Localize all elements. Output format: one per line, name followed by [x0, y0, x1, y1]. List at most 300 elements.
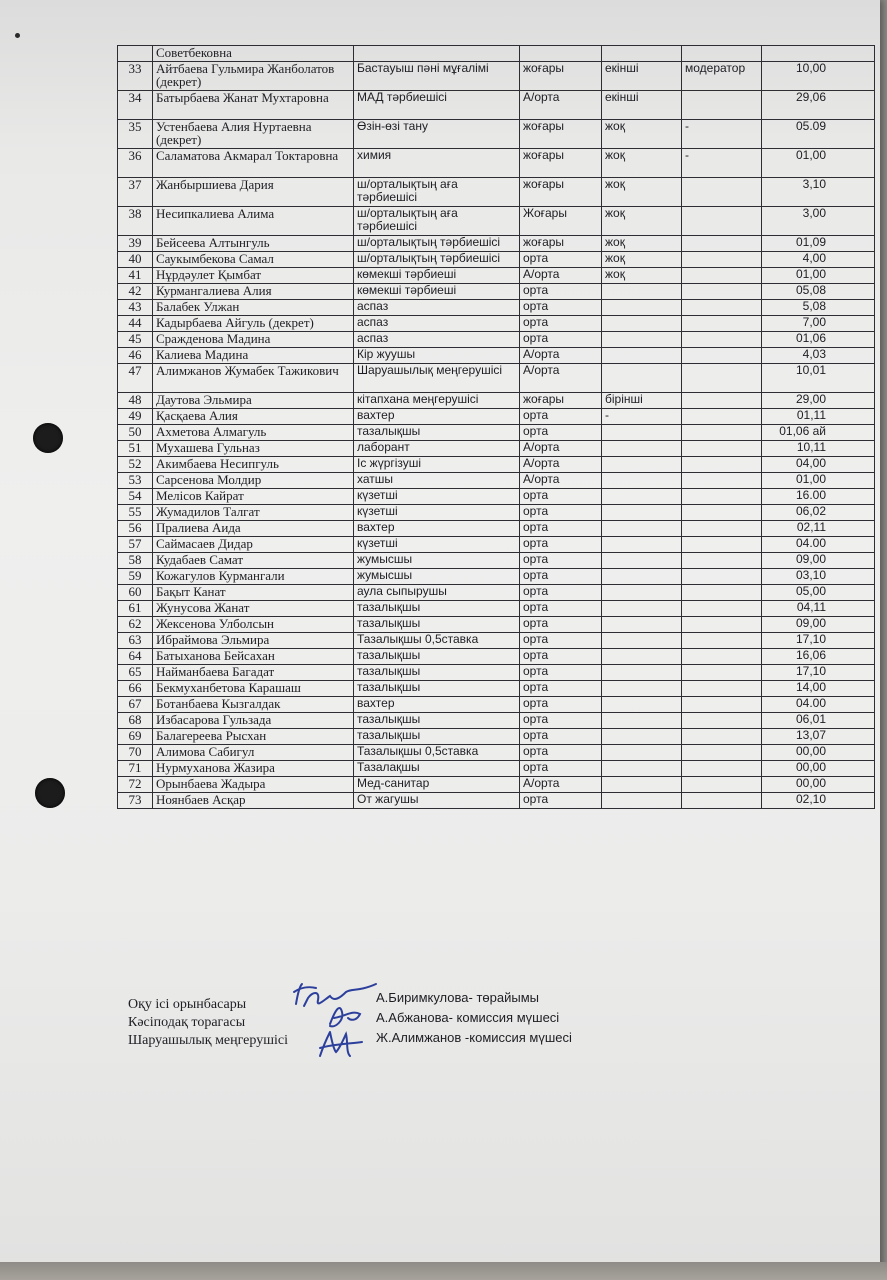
table-row: [118, 441, 875, 457]
cell-number: 43: [118, 300, 153, 316]
table-row: [118, 348, 875, 364]
cell-number: 39: [118, 236, 153, 252]
cell-experience: 7,00: [762, 316, 875, 332]
cell-name: Батырбаева Жанат Мухтаровна: [153, 91, 354, 120]
cell-category: [602, 441, 682, 457]
cell-education: орта: [520, 649, 602, 665]
cell-education: жоғары: [520, 62, 602, 91]
punch-hole-lower: [35, 778, 65, 808]
cell-experience: 3,00: [762, 207, 875, 236]
cell-experience: 14,00: [762, 681, 875, 697]
cell-position: тазалықшы: [354, 729, 520, 745]
cell-name: Пралиева Аида: [153, 521, 354, 537]
cell-position: аула сыпырушы: [354, 585, 520, 601]
cell-name: Саймасаев Дидар: [153, 537, 354, 553]
cell-experience: 00,00: [762, 761, 875, 777]
cell-position: Тазалықшы 0,5ставка: [354, 745, 520, 761]
cell-qualification: [682, 713, 762, 729]
cell-category: жоқ: [602, 120, 682, 149]
cell-education: орта: [520, 681, 602, 697]
cell-category: [602, 332, 682, 348]
cell-number: 55: [118, 505, 153, 521]
table-row: [118, 521, 875, 537]
cell-experience: [762, 46, 875, 62]
cell-education: орта: [520, 537, 602, 553]
role-union-chair: Кәсіподақ торагасы: [128, 1015, 246, 1030]
table-row: [118, 649, 875, 665]
cell-education: орта: [520, 553, 602, 569]
cell-qualification: [682, 569, 762, 585]
cell-experience: 05,08: [762, 284, 875, 300]
cell-number: 49: [118, 409, 153, 425]
cell-experience: 05.09: [762, 120, 875, 149]
cell-name: Ноянбаев Асқар: [153, 793, 354, 809]
cell-qualification: [682, 91, 762, 120]
cell-qualification: [682, 521, 762, 537]
cell-experience: 04.00: [762, 537, 875, 553]
cell-category: екінші: [602, 62, 682, 91]
cell-education: орта: [520, 793, 602, 809]
cell-education: орта: [520, 729, 602, 745]
cell-name: Бекмуханбетова Карашаш: [153, 681, 354, 697]
cell-number: 48: [118, 393, 153, 409]
cell-number: 56: [118, 521, 153, 537]
cell-number: 54: [118, 489, 153, 505]
cell-education: орта: [520, 505, 602, 521]
table-row: [118, 425, 875, 441]
cell-position: вахтер: [354, 521, 520, 537]
cell-education: орта: [520, 489, 602, 505]
cell-experience: 01,00: [762, 268, 875, 284]
cell-position: тазалықшы: [354, 665, 520, 681]
cell-category: [602, 761, 682, 777]
cell-qualification: [682, 505, 762, 521]
cell-number: 53: [118, 473, 153, 489]
cell-experience: 01,00: [762, 473, 875, 489]
table-row: [118, 537, 875, 553]
cell-number: 66: [118, 681, 153, 697]
cell-name: Устенбаева Алия Нуртаевна (декрет): [153, 120, 354, 149]
punch-hole-upper: [33, 423, 63, 453]
cell-education: А/орта: [520, 441, 602, 457]
cell-experience: 13,07: [762, 729, 875, 745]
cell-experience: 02,11: [762, 521, 875, 537]
cell-number: 70: [118, 745, 153, 761]
cell-education: орта: [520, 633, 602, 649]
staff-table-body: [118, 46, 875, 809]
cell-experience: 17,10: [762, 665, 875, 681]
cell-category: жоқ: [602, 207, 682, 236]
cell-number: 36: [118, 149, 153, 178]
table-row: [118, 284, 875, 300]
cell-number: 42: [118, 284, 153, 300]
cell-name: Кудабаев Самат: [153, 553, 354, 569]
cell-education: орта: [520, 617, 602, 633]
cell-category: [602, 473, 682, 489]
cell-number: 72: [118, 777, 153, 793]
cell-name: Кадырбаева Айгуль (декрет): [153, 316, 354, 332]
cell-number: 68: [118, 713, 153, 729]
signatory-roles: [128, 996, 288, 1050]
table-row: [118, 777, 875, 793]
table-row: [118, 120, 875, 149]
cell-number: 51: [118, 441, 153, 457]
cell-position: тазалықшы: [354, 601, 520, 617]
cell-category: [602, 697, 682, 713]
cell-name: Бақыт Канат: [153, 585, 354, 601]
table-row: [118, 505, 875, 521]
cell-position: аспаз: [354, 332, 520, 348]
table-row: [118, 569, 875, 585]
cell-category: [602, 537, 682, 553]
cell-name: Советбековна: [153, 46, 354, 62]
cell-qualification: [682, 665, 762, 681]
cell-name: Нұрдәулет Қымбат: [153, 268, 354, 284]
cell-category: жоқ: [602, 236, 682, 252]
cell-position: Тазалақшы: [354, 761, 520, 777]
cell-name: Жексенова Улболсын: [153, 617, 354, 633]
cell-number: 38: [118, 207, 153, 236]
cell-education: А/орта: [520, 473, 602, 489]
cell-number: 45: [118, 332, 153, 348]
cell-name: Жунусова Жанат: [153, 601, 354, 617]
cell-position: вахтер: [354, 409, 520, 425]
cell-category: [602, 569, 682, 585]
cell-category: жоқ: [602, 178, 682, 207]
cell-category: жоқ: [602, 268, 682, 284]
cell-qualification: [682, 316, 762, 332]
cell-education: А/орта: [520, 364, 602, 393]
cell-education: орта: [520, 409, 602, 425]
cell-position: Өзін-өзі тану: [354, 120, 520, 149]
cell-qualification: [682, 649, 762, 665]
cell-number: 65: [118, 665, 153, 681]
table-row: [118, 409, 875, 425]
cell-position: ш/орталықтың тәрбиешісі: [354, 252, 520, 268]
table-row: [118, 681, 875, 697]
cell-position: химия: [354, 149, 520, 178]
table-row: [118, 252, 875, 268]
cell-category: [602, 585, 682, 601]
cell-education: жоғары: [520, 120, 602, 149]
cell-education: А/орта: [520, 348, 602, 364]
cell-number: 62: [118, 617, 153, 633]
cell-category: бірінші: [602, 393, 682, 409]
cell-number: 35: [118, 120, 153, 149]
cell-number: 40: [118, 252, 153, 268]
table-row: [118, 553, 875, 569]
cell-qualification: [682, 553, 762, 569]
cell-education: орта: [520, 425, 602, 441]
table-row: [118, 207, 875, 236]
cell-experience: 01,09: [762, 236, 875, 252]
commission-members: [376, 988, 572, 1048]
cell-experience: 3,10: [762, 178, 875, 207]
cell-position: тазалықшы: [354, 425, 520, 441]
cell-number: 63: [118, 633, 153, 649]
cell-experience: 04,00: [762, 457, 875, 473]
table-row: [118, 268, 875, 284]
cell-education: орта: [520, 300, 602, 316]
cell-qualification: [682, 268, 762, 284]
member-alimzhanov: Ж.Алимжанов -комиссия мүшесі: [376, 1030, 572, 1045]
cell-education: орта: [520, 697, 602, 713]
role-deputy-director: Оқу ісі орынбасары: [128, 997, 247, 1012]
cell-position: Мед-санитар: [354, 777, 520, 793]
cell-name: Балагереева Рысхан: [153, 729, 354, 745]
table-row: [118, 601, 875, 617]
cell-position: [354, 46, 520, 62]
cell-position: ш/орталықтың тәрбиешісі: [354, 236, 520, 252]
cell-number: 33: [118, 62, 153, 91]
cell-position: Шаруашылық меңгерушісі: [354, 364, 520, 393]
cell-category: [602, 713, 682, 729]
cell-experience: 09,00: [762, 617, 875, 633]
cell-name: Алимова Сабигул: [153, 745, 354, 761]
cell-name: Жанбыршиева Дария: [153, 178, 354, 207]
cell-experience: 4,00: [762, 252, 875, 268]
cell-position: хатшы: [354, 473, 520, 489]
cell-qualification: [682, 46, 762, 62]
cell-education: орта: [520, 761, 602, 777]
cell-category: -: [602, 409, 682, 425]
cell-qualification: [682, 729, 762, 745]
table-row: [118, 745, 875, 761]
cell-number: 50: [118, 425, 153, 441]
cell-position: аспаз: [354, 300, 520, 316]
cell-position: күзетші: [354, 505, 520, 521]
table-row: [118, 697, 875, 713]
cell-position: көмекші тәрбиеші: [354, 268, 520, 284]
ink-dot: [15, 33, 20, 38]
cell-number: 60: [118, 585, 153, 601]
table-row: [118, 585, 875, 601]
member-chair: А.Биримкулова- төрайымы: [376, 990, 539, 1005]
table-row: [118, 793, 875, 809]
cell-category: [602, 617, 682, 633]
cell-education: орта: [520, 665, 602, 681]
cell-qualification: [682, 178, 762, 207]
cell-qualification: [682, 252, 762, 268]
cell-name: Мухашева Гульназ: [153, 441, 354, 457]
cell-number: 46: [118, 348, 153, 364]
cell-education: жоғары: [520, 393, 602, 409]
cell-name: Ботанбаева Кызгалдак: [153, 697, 354, 713]
table-row: [118, 332, 875, 348]
cell-experience: 04,11: [762, 601, 875, 617]
cell-qualification: [682, 409, 762, 425]
cell-experience: 4,03: [762, 348, 875, 364]
cell-position: тазалықшы: [354, 649, 520, 665]
handwritten-signatures: [290, 978, 380, 1063]
cell-category: [602, 649, 682, 665]
cell-name: Айтбаева Гульмира Жанболатов (декрет): [153, 62, 354, 91]
cell-experience: 29,00: [762, 393, 875, 409]
cell-qualification: [682, 441, 762, 457]
cell-qualification: [682, 207, 762, 236]
cell-category: [602, 457, 682, 473]
cell-education: орта: [520, 284, 602, 300]
cell-qualification: [682, 300, 762, 316]
cell-qualification: [682, 425, 762, 441]
cell-number: 37: [118, 178, 153, 207]
cell-education: [520, 46, 602, 62]
cell-number: 73: [118, 793, 153, 809]
cell-education: жоғары: [520, 236, 602, 252]
cell-name: Сражденова Мадина: [153, 332, 354, 348]
table-row: [118, 393, 875, 409]
cell-category: жоқ: [602, 149, 682, 178]
cell-number: 52: [118, 457, 153, 473]
cell-number: 34: [118, 91, 153, 120]
cell-name: Саукымбекова Самал: [153, 252, 354, 268]
cell-experience: 5,08: [762, 300, 875, 316]
cell-name: Мелісов Кайрат: [153, 489, 354, 505]
cell-name: Жумадилов Талгат: [153, 505, 354, 521]
table-row: [118, 729, 875, 745]
table-row: [118, 46, 875, 62]
cell-position: көмекші тәрбиеші: [354, 284, 520, 300]
cell-education: А/орта: [520, 777, 602, 793]
cell-experience: 01,00: [762, 149, 875, 178]
cell-experience: 06,02: [762, 505, 875, 521]
role-facility-manager: Шаруашылық меңгерушісі: [128, 1033, 288, 1048]
cell-name: Сарсенова Молдир: [153, 473, 354, 489]
cell-experience: 16,06: [762, 649, 875, 665]
cell-number: 71: [118, 761, 153, 777]
desk-surface: [0, 1262, 887, 1280]
cell-experience: 00,00: [762, 777, 875, 793]
cell-qualification: [682, 473, 762, 489]
cell-education: орта: [520, 713, 602, 729]
cell-experience: 00,00: [762, 745, 875, 761]
cell-education: орта: [520, 745, 602, 761]
cell-qualification: [682, 457, 762, 473]
cell-position: жумысшы: [354, 553, 520, 569]
cell-education: орта: [520, 316, 602, 332]
cell-category: [602, 665, 682, 681]
cell-qualification: [682, 761, 762, 777]
table-row: [118, 300, 875, 316]
cell-experience: 02,10: [762, 793, 875, 809]
cell-position: кітапхана меңгерушісі: [354, 393, 520, 409]
cell-experience: 01,06: [762, 332, 875, 348]
cell-position: тазалықшы: [354, 713, 520, 729]
table-row: [118, 236, 875, 252]
cell-category: [602, 793, 682, 809]
cell-category: [602, 521, 682, 537]
table-row: [118, 91, 875, 120]
cell-category: [602, 745, 682, 761]
cell-experience: 16.00: [762, 489, 875, 505]
cell-name: Акимбаева Несипгуль: [153, 457, 354, 473]
cell-position: Іс жүргізуші: [354, 457, 520, 473]
cell-position: ш/орталықтың аға тәрбиешісі: [354, 207, 520, 236]
cell-name: Орынбаева Жадыра: [153, 777, 354, 793]
cell-qualification: [682, 393, 762, 409]
cell-qualification: [682, 348, 762, 364]
cell-category: жоқ: [602, 252, 682, 268]
cell-education: орта: [520, 569, 602, 585]
cell-name: Кожагулов Курмангали: [153, 569, 354, 585]
cell-name: Балабек Улжан: [153, 300, 354, 316]
cell-category: екінші: [602, 91, 682, 120]
cell-qualification: -: [682, 149, 762, 178]
cell-education: орта: [520, 332, 602, 348]
table-row: [118, 457, 875, 473]
cell-experience: 06,01: [762, 713, 875, 729]
cell-education: орта: [520, 601, 602, 617]
cell-education: жоғары: [520, 178, 602, 207]
cell-qualification: [682, 681, 762, 697]
cell-name: Батыханова Бейсахан: [153, 649, 354, 665]
cell-name: Қасқаева Алия: [153, 409, 354, 425]
cell-number: 47: [118, 364, 153, 393]
cell-qualification: [682, 601, 762, 617]
cell-qualification: [682, 697, 762, 713]
cell-position: Тазалықшы 0,5ставка: [354, 633, 520, 649]
cell-position: күзетші: [354, 537, 520, 553]
cell-qualification: [682, 537, 762, 553]
cell-education: А/орта: [520, 91, 602, 120]
cell-name: Несипкалиева Алима: [153, 207, 354, 236]
cell-qualification: [682, 284, 762, 300]
cell-qualification: [682, 633, 762, 649]
cell-number: 58: [118, 553, 153, 569]
cell-experience: 04.00: [762, 697, 875, 713]
cell-number: 57: [118, 537, 153, 553]
table-row: [118, 489, 875, 505]
cell-category: [602, 300, 682, 316]
table-row: [118, 633, 875, 649]
cell-education: А/орта: [520, 268, 602, 284]
cell-position: Бастауыш пәні мұғалімі: [354, 62, 520, 91]
cell-qualification: [682, 585, 762, 601]
cell-category: [602, 46, 682, 62]
cell-position: вахтер: [354, 697, 520, 713]
cell-category: [602, 681, 682, 697]
cell-education: Жоғары: [520, 207, 602, 236]
cell-category: [602, 601, 682, 617]
cell-education: орта: [520, 521, 602, 537]
table-row: [118, 473, 875, 489]
cell-number: [118, 46, 153, 62]
cell-education: орта: [520, 252, 602, 268]
cell-name: Нурмуханова Жазира: [153, 761, 354, 777]
cell-education: А/орта: [520, 457, 602, 473]
cell-category: [602, 425, 682, 441]
cell-category: [602, 316, 682, 332]
cell-name: Найманбаева Багадат: [153, 665, 354, 681]
table-row: [118, 149, 875, 178]
cell-position: аспаз: [354, 316, 520, 332]
member-abzhanova: А.Абжанова- комиссия мүшесі: [376, 1010, 560, 1025]
cell-category: [602, 777, 682, 793]
cell-number: 59: [118, 569, 153, 585]
cell-position: От жагушы: [354, 793, 520, 809]
cell-position: Кір жуушы: [354, 348, 520, 364]
cell-category: [602, 553, 682, 569]
cell-category: [602, 633, 682, 649]
table-row: [118, 178, 875, 207]
table-row: [118, 761, 875, 777]
table-row: [118, 617, 875, 633]
cell-qualification: [682, 364, 762, 393]
cell-number: 64: [118, 649, 153, 665]
cell-number: 67: [118, 697, 153, 713]
cell-position: жумысшы: [354, 569, 520, 585]
staff-table: [117, 45, 875, 809]
